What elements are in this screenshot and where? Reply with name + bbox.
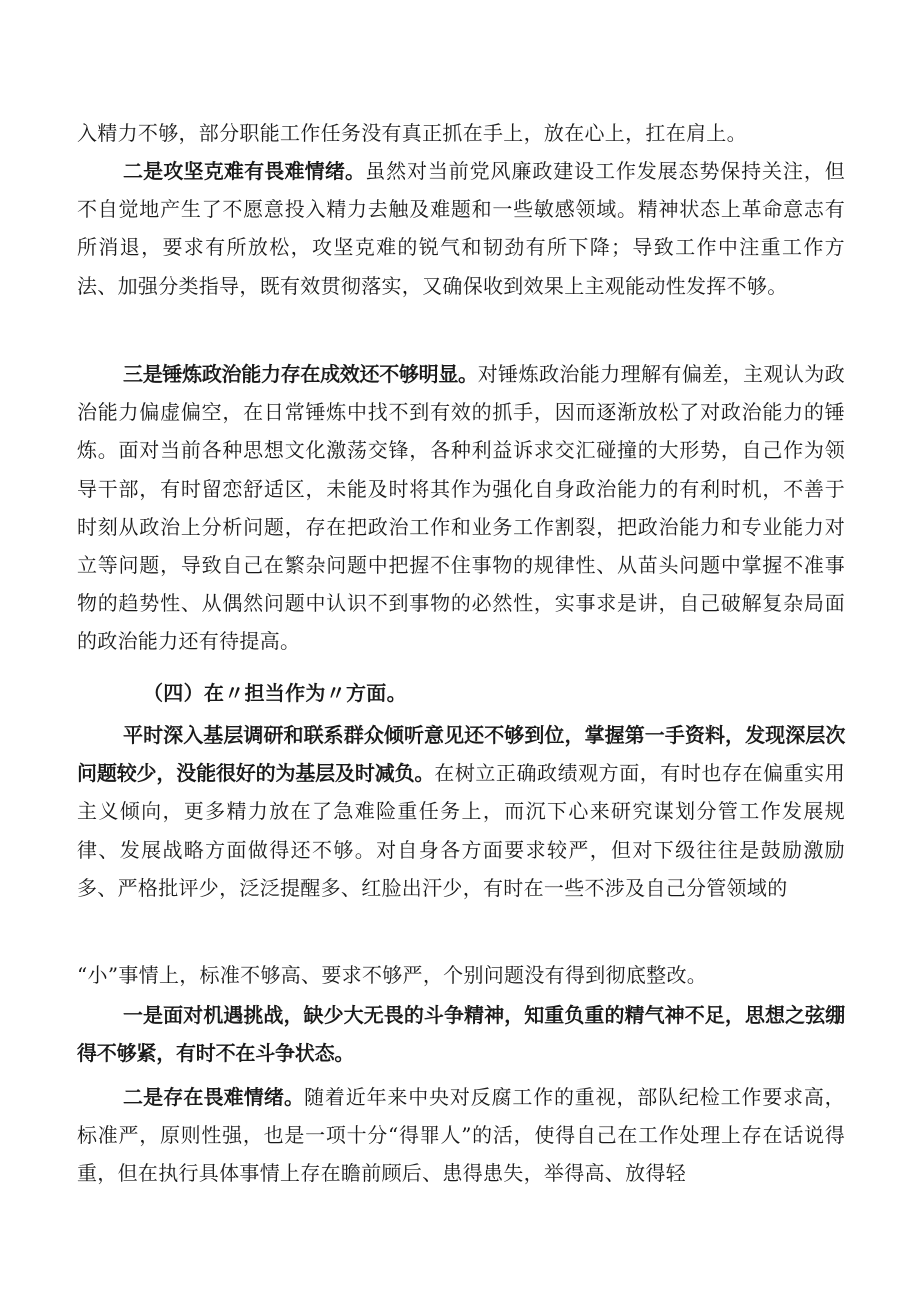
paragraph-lead: 二是存在畏难情绪。: [123, 1085, 305, 1109]
paragraph-continuation: [77, 114, 845, 152]
paragraph-lead: 平时深入基层调研和联系群众倾听意见还不够到位，掌握第一手资料，发现深层次问题较少，没能很好的为基层及时减负。: [77, 723, 845, 786]
paragraph-lead: 二是攻坚克难有畏难情绪。: [123, 159, 366, 183]
paragraph-text: 对锤炼政治能力理解有偏差，主观认为政治能力偏虚偏空，在日常锤炼中找不到有效的抓手，因而逐渐放松了对政治能力的锤炼。面对当前各种思想文化激荡交锋，各种利益诉求交汇碰撞的大形势，自己作为领导干部，有时留恋舒适区，未能及时将其作为强化自身政治能力的有利时机，不善于时刻从政治上分析问题，存在把政治工作和业务工作割裂，把政治能力和专业能力对立等问题，导致自己在繁杂问题中把握不住事物的规律性、从苗头问题中掌握不准事物的趋势性、从偶然问题中认识不到事物的必然性，实事求是讲，自己破解复杂局面的政治能力还有待提高。: [77, 362, 845, 654]
paragraph-point-three: [77, 355, 845, 661]
paragraph-small-matters: [77, 956, 845, 994]
section-heading: （四）在〃担当作为〃方面。: [143, 681, 407, 705]
paragraph-lead: 三是锤炼政治能力存在成效还不够明显。: [123, 362, 478, 386]
paragraph-text: 虽然对当前党风廉政建设工作发展态势保持关注，但不自觉地产生了不愿意投入精力去触及难题和一些敏感领域。精神状态上革命意志有所消退，要求有所放松，攻坚克难的锐气和韧劲有所下降；导致工作中注重工作方法、加强分类指导，既有效贯彻落实，又确保收到效果上主观能动性发挥不够。: [77, 159, 846, 298]
paragraph-point-one: [77, 996, 845, 1072]
paragraph-responsibility: [77, 716, 845, 907]
paragraph-point-two-b: [77, 1078, 845, 1193]
paragraph-point-two: [77, 152, 845, 305]
section-heading-four: [77, 674, 845, 712]
paragraph-text: 随着近年来中央对反腐工作的重视，部队纪检工作要求高，标准严，原则性强，也是一项十分“得罪人”的活，使得自己在工作处理上存在话说得重，但在执行具体事情上存在瞻前顾后、患得患失，举得高、放得轻: [77, 1085, 845, 1186]
paragraph-text: 入精力不够，部分职能工作任务没有真正抓在手上，放在心上，扛在肩上。: [77, 121, 747, 145]
paragraph-text: 在树立正确政绩观方面，有时也存在偏重实用主义倾向，更多精力放在了急难险重任务上，而沉下心来研究谋划分管工作发展规律、发展战略方面做得还不够。对自身各方面要求较严，但对下级往往是鼓励激励多、严格批评少，泛泛提醒多、红脸出汗少，有时在一些不涉及自己分管领域的: [77, 761, 845, 900]
paragraph-text: “小”事情上，标准不够高、要求不够严，个别问题没有得到彻底整改。: [77, 963, 708, 987]
paragraph-text: 一是面对机遇挑战，缺少大无畏的斗争精神，知重负重的精气神不足，思想之弦绷得不够紧，有时不在斗争状态。: [77, 1003, 845, 1066]
